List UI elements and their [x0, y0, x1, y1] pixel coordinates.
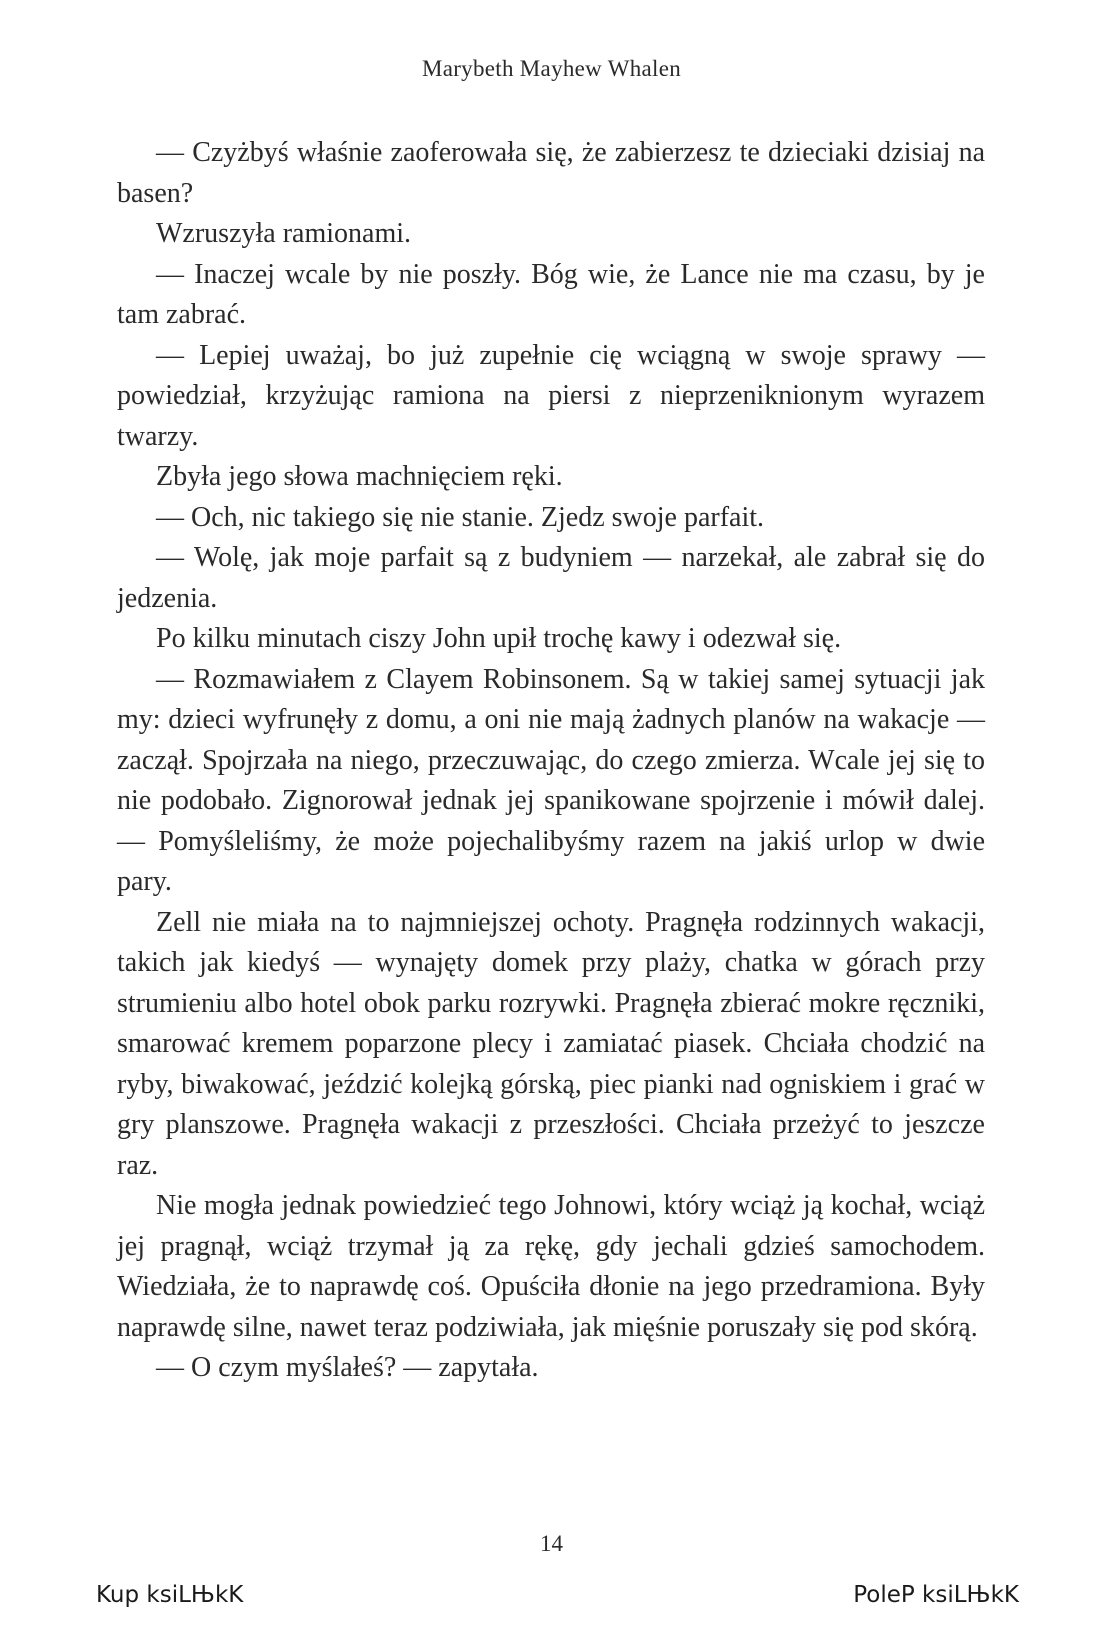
page-number: 14	[540, 1531, 563, 1556]
paragraph: Zbyła jego słowa machnięciem ręki.	[156, 461, 563, 492]
paragraph: — Rozmawiałem z Clayem Robinsonem. Są w takiej samej sytuacji jak my: dzieci wyfrunęły z domu, a oni nie mają żadnych planów na wakacje — zaczął. Spojrzała na niego, przeczuwając, do czego zmierza. Wcale jej się to nie podobało. Zignorował jednak jej spanikowane spojrzenie i mówił dalej. — Pomyśleliśmy, że może pojechalibyśmy razem na jakiś urlop w dwie pary.	[117, 663, 985, 897]
paragraph: — O czym myślałeś? — zapytała.	[156, 1352, 539, 1383]
paragraph: Wzruszyła ramionami.	[156, 218, 412, 249]
paragraph: — Lepiej uważaj, bo już zupełnie cię wciągną w swoje sprawy — powiedział, krzyżując ramiona na piersi z nieprzeniknionym wyrazem twarzy.	[117, 339, 985, 452]
paragraph: Nie mogła jednak powiedzieć tego Johnowi, który wciąż ją kochał, wciąż jej pragnął, wciąż trzymał ją za rękę, gdy jechali gdzieś samochodem. Wiedziała, że to naprawdę coś. Opuściła dłonie na jego przedramiona. Były naprawdę silne, nawet teraz podziwiała, jak mięśnie poruszały się pod skórą.	[117, 1190, 985, 1343]
buy-book-link[interactable]: Kup ksiLЊkK	[96, 1582, 244, 1608]
body-text	[117, 133, 985, 1389]
paragraph: — Wolę, jak moje parfait są z budyniem — narzekał, ale zabrał się do jedzenia.	[117, 542, 985, 614]
paragraph: Zell nie miała na to najmniejszej ochoty. Pragnęła rodzinnych wakacji, takich jak kiedyś — wynajęty domek przy plaży, chatka w górach przy strumieniu albo hotel obok parku rozrywki. Pragnęła zbierać mokre ręczniki, smarować kremem poparzone plecy i zamiatać piasek. Chciała chodzić na ryby, biwakować, jeździć kolejką górską, piec pianki nad ogniskiem i grać w gry planszowe. Pragnęła wakacji z przeszłości. Chciała przeżyć to jeszcze raz.	[117, 906, 985, 1181]
running-header: Marybeth Mayhew Whalen	[421, 56, 682, 81]
paragraph: — Inaczej wcale by nie poszły. Bóg wie, że Lance nie ma czasu, by je tam zabrać.	[117, 258, 985, 330]
paragraph: — Och, nic takiego się nie stanie. Zjedz swoje parfait.	[156, 501, 765, 533]
recommend-book-link[interactable]: PoleP ksiLЊkK	[853, 1582, 1019, 1608]
paragraph: — Czyżbyś właśnie zaoferowała się, że zabierzesz te dzieciaki dzisiaj na basen?	[117, 137, 985, 209]
paragraph: Po kilku minutach ciszy John upił trochę kawy i odezwał się.	[156, 623, 842, 654]
